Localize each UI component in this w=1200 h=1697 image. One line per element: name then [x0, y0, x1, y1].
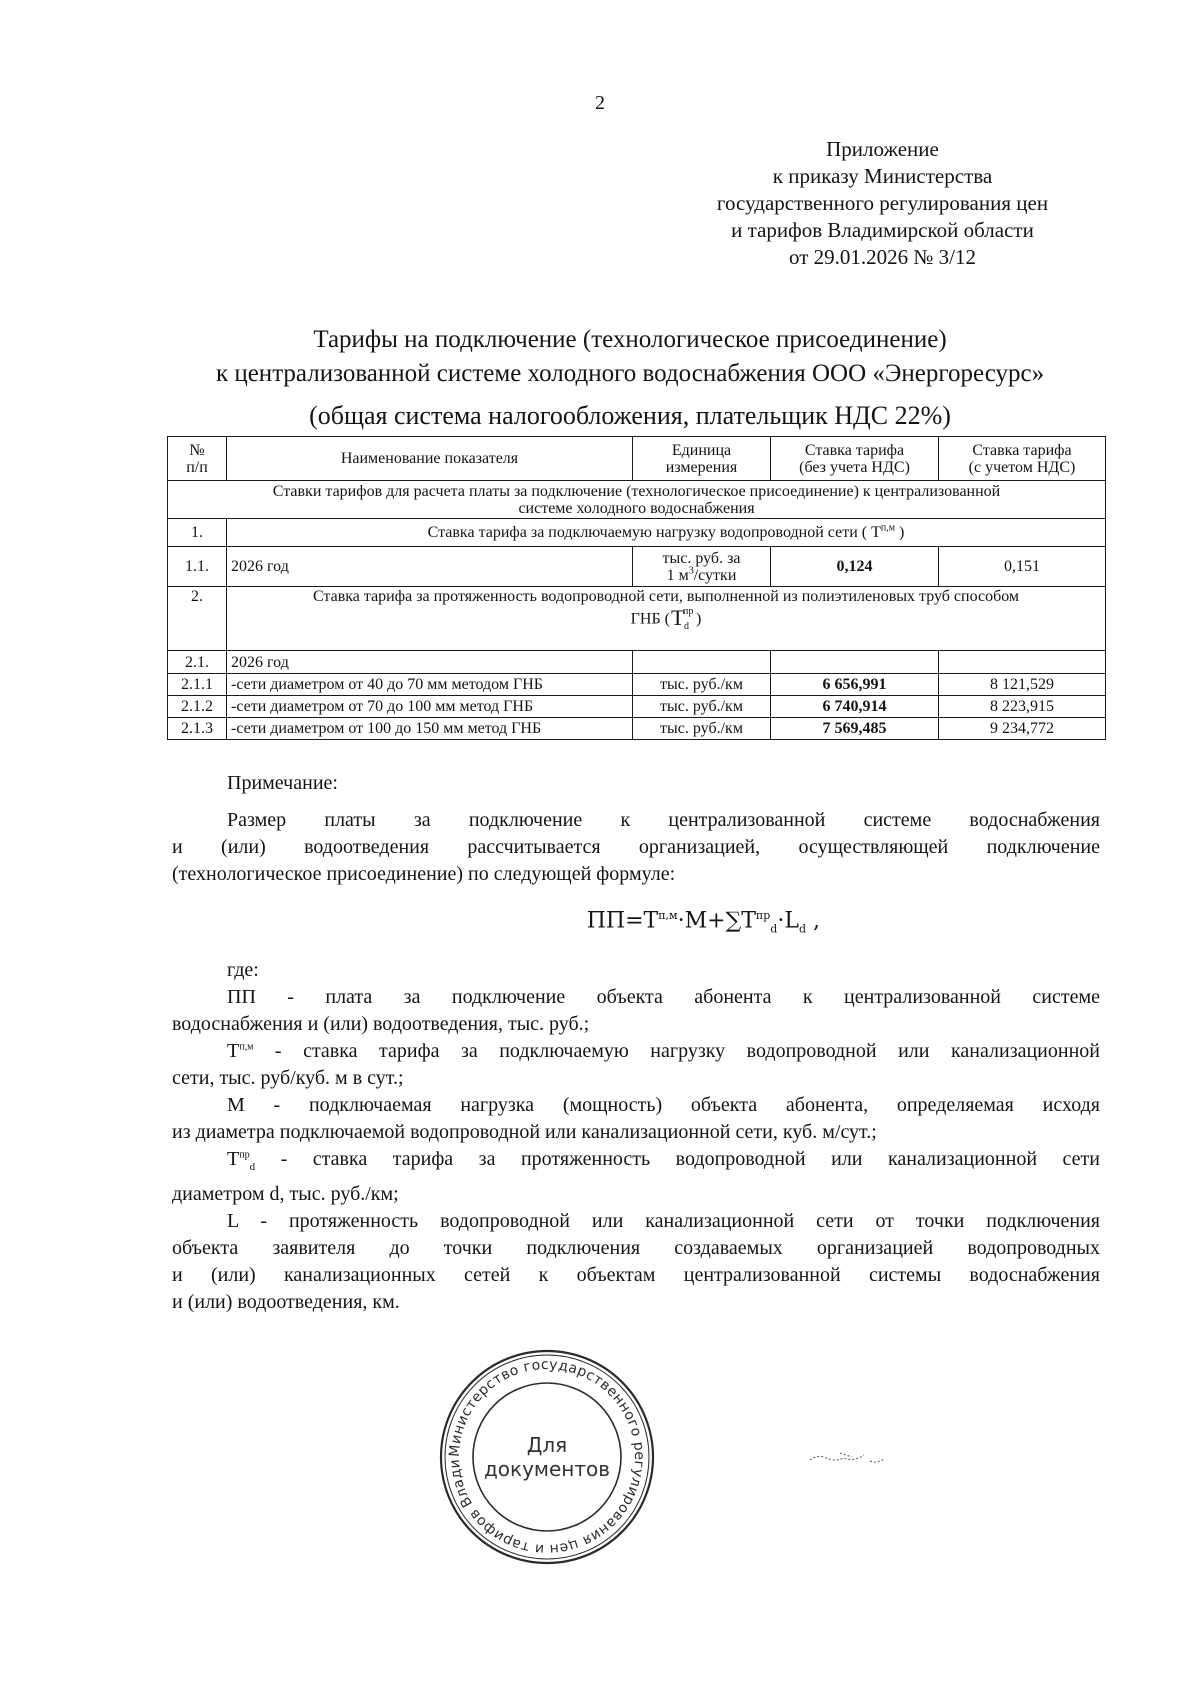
notes-section — [172, 770, 1100, 1316]
rate-vat: 9 234,772 — [939, 718, 1106, 740]
header-rate-vat-line1: Ставка тарифа — [972, 441, 1072, 459]
header-rate-vat-line2: (с учетом НДС) — [968, 458, 1076, 476]
notes-para-line: (технологическое присоединение) по следующей формуле: — [172, 863, 676, 885]
stamp-center — [436, 1346, 658, 1568]
formula — [172, 902, 1100, 943]
official-stamp — [436, 1346, 658, 1568]
document-title — [160, 323, 1100, 433]
row1-close: ) — [895, 524, 905, 541]
table-row — [168, 547, 1106, 587]
section-row — [168, 481, 1106, 519]
row-unit: тыс. руб./км — [633, 718, 771, 740]
table-header-row — [168, 437, 1106, 481]
def-tpr-text: - ставка тарифа за протяженность водопроводной или канализационной сети — [255, 1147, 1100, 1170]
header-rate-no-vat-line2: (без учета НДС) — [799, 458, 910, 476]
notes-para-line: и (или) водоотведения рассчитывается организацией, осуществляющей подключение — [172, 836, 1100, 858]
where-label: где: — [227, 958, 259, 981]
formula-sub2: d — [770, 922, 778, 936]
row-unit — [633, 547, 771, 587]
def-pp-line: ПП - плата за подключение объекта абонента к централизованной системе — [227, 985, 1100, 1008]
appendix-line: к приказу Министерства — [772, 164, 993, 188]
symbol-sup: пр — [683, 606, 694, 617]
appendix-date-number: от 29.01.2026 № 3/12 — [788, 245, 977, 269]
section-caption — [168, 481, 1106, 519]
rate-no-vat: 6 656,991 — [771, 674, 939, 696]
def-l-line: объекта заявителя до точки подключения создаваемых организацией водопроводных — [172, 1236, 1100, 1259]
empty-cell — [633, 651, 771, 674]
row1-sup: п,м — [880, 522, 896, 534]
unit-line2b: /сутки — [693, 566, 737, 584]
rate-no-vat: 0,124 — [771, 547, 939, 587]
def-t-sup: п,м — [239, 1041, 254, 1053]
notes-title: Примечание: — [227, 772, 338, 794]
table-row — [168, 587, 1106, 651]
tariff-length-symbol — [670, 605, 696, 635]
row-name: 2026 год — [227, 547, 633, 587]
row-name: -сети диаметром от 100 до 150 мм метод ГНБ — [227, 718, 633, 740]
def-t-text: - ставка тарифа за подключаемую нагрузку водопроводной или канализационной — [253, 1039, 1100, 1062]
header-unit — [633, 437, 771, 481]
row-num: 2. — [168, 587, 227, 651]
def-tpr-line — [172, 1146, 1100, 1181]
def-m-line: М - подключаемая нагрузка (мощность) объекта абонента, определяемая исходя — [227, 1093, 1100, 1116]
def-l-line: и (или) канализационных сетей к объектам централизованной системы водоснабжения — [172, 1263, 1100, 1286]
row-num: 2.1.3 — [168, 718, 227, 740]
def-l-line: и (или) водоотведения, км. — [172, 1290, 400, 1313]
appendix-line: и тарифов Владимирской области — [731, 218, 1034, 242]
formula-sup1: п,м — [658, 909, 678, 922]
section-line1: Ставки тарифов для расчета платы за подключение (технологическое присоединение) к централизованной — [272, 482, 1001, 500]
formula-end: , — [806, 908, 820, 934]
def-m-line: из диаметра подключаемой водопроводной или канализационной сети, куб. м/сут.; — [172, 1120, 877, 1143]
table-row — [168, 674, 1106, 696]
header-unit-line2: измерения — [665, 458, 738, 476]
row-name: -сети диаметром от 70 до 100 мм метод ГНБ — [227, 696, 633, 718]
symbol-t: Т — [671, 605, 685, 630]
title-line: Тарифы на подключение (технологическое присоединение) — [313, 326, 947, 353]
row-num: 2.1. — [168, 651, 227, 674]
unit-line2a: 1 м — [666, 566, 689, 584]
header-rate-no-vat-line1: Ставка тарифа — [804, 441, 905, 459]
row1-text: Ставка тарифа за подключаемую нагрузку водопроводной сети ( Т — [427, 524, 881, 541]
header-num-line2: п/п — [186, 458, 208, 476]
rate-no-vat: 6 740,914 — [771, 696, 939, 718]
formula-l: ·L — [777, 908, 799, 934]
section-line2: системе холодного водоснабжения — [518, 499, 755, 517]
stamp-center-line1: Для — [526, 1433, 568, 1457]
rate-vat: 8 223,915 — [939, 696, 1106, 718]
row-caption — [227, 519, 1106, 547]
row-num: 1.1. — [168, 547, 227, 587]
header-unit-line1: Единица — [671, 441, 732, 459]
unit-line2-sup: 3 — [688, 565, 694, 577]
def-tpr-line: диаметром d, тыс. руб./км; — [172, 1182, 399, 1205]
symbol-sub: d — [684, 621, 689, 632]
rate-vat: 0,151 — [939, 547, 1106, 587]
def-pp-line: водоснабжения и (или) водоотведения, тыс. руб.; — [172, 1012, 590, 1035]
def-tpr-symbol: Т — [227, 1147, 240, 1170]
title-line: к централизованной системе холодного водоснабжения ООО «Энергоресурс» — [215, 360, 1045, 387]
notes-para-line: Размер платы за подключение к централизованной системе водоснабжения — [227, 809, 1100, 831]
table-row — [168, 519, 1106, 547]
appendix-line: Приложение — [826, 137, 939, 161]
empty-cell — [939, 651, 1106, 674]
appendix-line: государственного регулирования цен — [716, 191, 1049, 215]
header-num — [168, 437, 227, 481]
def-t-line: сети, тыс. руб/куб. м в сут.; — [172, 1066, 404, 1089]
header-rate-vat — [939, 437, 1106, 481]
tariff-table — [167, 436, 1106, 740]
formula-mid: ·М+∑Т — [677, 908, 756, 934]
table-row — [168, 651, 1106, 674]
rate-vat: 8 121,529 — [939, 674, 1106, 696]
def-tpr-sub: d — [249, 1160, 256, 1173]
def-t-line — [172, 1038, 1100, 1065]
signature-mark-icon — [800, 1425, 910, 1485]
def-l-line: L - протяженность водопроводной или канализационной сети от точки подключения — [227, 1209, 1100, 1232]
header-rate-no-vat — [771, 437, 939, 481]
row2-close: ) — [696, 610, 702, 628]
formula-sup2: пр — [755, 909, 771, 922]
formula-pp: ПП=Т — [586, 908, 659, 934]
row2-gnb: ГНБ ( — [630, 610, 670, 628]
empty-cell — [771, 651, 939, 674]
row-unit: тыс. руб./км — [633, 674, 771, 696]
unit-line1: тыс. руб. за — [662, 549, 741, 567]
def-tpr-sup: пр — [239, 1149, 250, 1161]
stamp-center-line2: документов — [483, 1457, 611, 1481]
row-caption — [227, 587, 1106, 651]
stamp-ring-text: Министерство государственного регулирования цен и тарифов Влади — [446, 1356, 648, 1558]
row-unit: тыс. руб./км — [633, 696, 771, 718]
rate-no-vat: 7 569,485 — [771, 718, 939, 740]
header-num-line1: № — [189, 441, 205, 459]
formula-sub3: d — [798, 922, 806, 936]
row-name: -сети диаметром от 40 до 70 мм методом ГНБ — [227, 674, 633, 696]
row-num: 1. — [168, 519, 227, 547]
table-row — [168, 696, 1106, 718]
row2-text: Ставка тарифа за протяженность водопроводной сети, выполненной из полиэтиленовых труб способом — [312, 588, 1020, 605]
page-number: 2 — [595, 92, 605, 114]
row-num: 2.1.1 — [168, 674, 227, 696]
table-row — [168, 718, 1106, 740]
appendix-header — [680, 136, 1085, 271]
row-name: 2026 год — [227, 651, 633, 674]
def-t-symbol: Т — [227, 1039, 240, 1062]
row-num: 2.1.2 — [168, 696, 227, 718]
header-name: Наименование показателя — [227, 437, 633, 481]
title-tax-line: (общая система налогообложения, плательщик НДС 22%) — [309, 401, 951, 430]
